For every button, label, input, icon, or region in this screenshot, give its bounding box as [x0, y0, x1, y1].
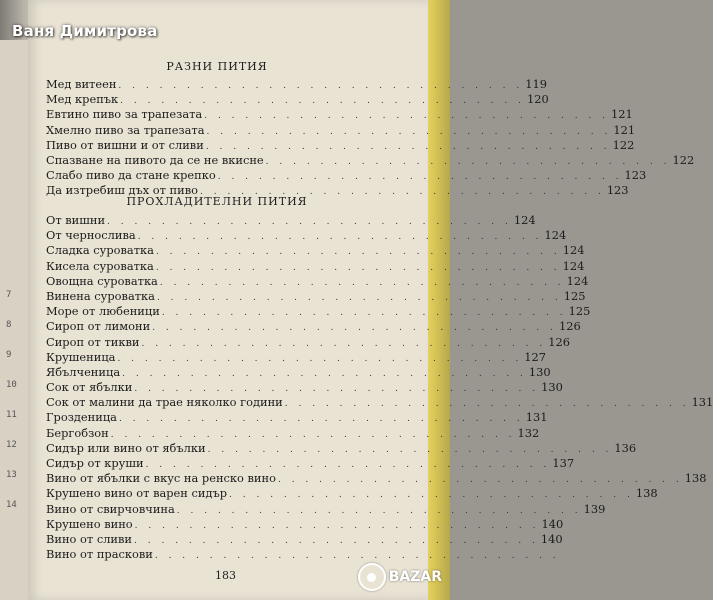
toc-entry-title: Пиво от вишни и от сливи: [46, 137, 204, 152]
dot-leader: . . . . . . . . . . . . . . . . . . . . . . . . . . . . . .: [156, 292, 562, 303]
dot-leader: . . . . . . . . . . . . . . . . . . . . . . . . . . . . . .: [200, 187, 605, 198]
toc-entry-title: Евтино пиво за трапезата: [46, 107, 203, 122]
toc-entry: [46, 531, 563, 547]
toc-entry-page: 125: [563, 288, 586, 303]
toc-entry-page: 131: [525, 410, 548, 425]
toc-entry: [46, 410, 548, 425]
toc-entry-page: 124: [513, 213, 536, 227]
toc-entry-page: 130: [528, 364, 551, 379]
toc-entry-page: 119: [525, 77, 547, 91]
dot-leader: . . . . . . . . . . . . . . . . . . . . . . . . . . . . . .: [145, 460, 551, 470]
dot-leader: . . . . . . . . . . . . . . . . . . . . . . . . . . . . . .: [134, 384, 540, 395]
dot-leader: . . . . . . . . . . . . . . . . . . . . . . . . . . . . . .: [137, 232, 543, 243]
toc-entry-page: 122: [672, 152, 695, 167]
dot-leader: . . . . . . . . . . . . . . . . . . . . . . . . . . . . . .: [217, 172, 623, 183]
toc-entry-title: Бергобзон: [46, 425, 109, 440]
toc-entry: [46, 486, 658, 501]
toc-entry-title: Сладка суроватка: [46, 243, 154, 258]
toc-entry-page: 124: [562, 258, 585, 273]
toc-entry-page: 138: [635, 486, 658, 501]
facing-page-marker: 13: [6, 470, 17, 480]
toc-entry-title: Грозденица: [46, 410, 117, 425]
toc-entry-title: Вино от сливи: [46, 531, 133, 546]
toc-entry-page: 121: [611, 107, 633, 122]
dot-leader: . . . . . . . . . . . . . . . . . . . . . . . . . . . . . .: [229, 490, 634, 501]
toc-entry-page: 125: [568, 304, 591, 319]
dot-leader: . . . . . . . . . . . . . . . . . . . . . . . . . . . . . .: [155, 262, 561, 273]
toc-entry: [46, 395, 713, 410]
toc-entry-title: Крушено вино: [46, 516, 133, 531]
facing-page-marker: 14: [6, 500, 17, 510]
seller-watermark: Ваня Димитрова: [12, 22, 158, 40]
page-number: 183: [215, 569, 236, 582]
bazar-logo: [358, 560, 442, 594]
dot-leader: . . . . . . . . . . . . . . . . . . . . . . . . . . . . . .: [120, 96, 525, 107]
toc-entry-page: 138: [684, 471, 707, 486]
bazar-logo-icon: [358, 563, 386, 591]
toc-entry-page: 124: [566, 273, 589, 288]
facing-page-marker: 11: [6, 410, 17, 420]
dot-leader: . . . . . . . . . . . . . . . . . . . . . . . . . . . . . .: [284, 399, 690, 410]
toc-entry-page: 122: [612, 137, 635, 152]
toc-entry-page: 121: [613, 122, 636, 137]
toc-entry-page: 131: [691, 395, 713, 410]
toc-entry: [46, 334, 571, 350]
toc-entry-title: Сидър от круши: [46, 456, 144, 470]
dot-leader: . . . . . . . . . . . . . . . . . . . . . . . . . . . . . .: [277, 475, 683, 486]
toc-entry-page: 123: [606, 183, 629, 198]
dot-leader: . . . . . . . . . . . . . . . . . . . . . . . . . . . . . .: [265, 156, 671, 167]
toc-entry-page: 136: [614, 440, 637, 455]
toc-entry-title: Вино от ябълки с вкус на ренско вино: [46, 471, 276, 486]
dot-leader: . . . . . . . . . . . . . . . . . . . . . . . . . . . . . .: [107, 217, 512, 227]
toc-entry-title: От чернослива: [46, 228, 136, 243]
toc-entry-title: Сок от малини да трае няколко години: [46, 395, 283, 410]
toc-section-refreshing-drinks: [46, 213, 713, 562]
toc-entry-page: 140: [540, 531, 563, 546]
toc-entry-title: Ябълченица: [46, 364, 121, 379]
toc-entry-title: Море от любеници: [46, 304, 160, 319]
dot-leader: . . . . . . . . . . . . . . . . . . . . . . . . . . . . . .: [134, 535, 539, 546]
toc-entry-title: Овощна суроватка: [46, 273, 158, 288]
toc-entry: [46, 137, 635, 153]
bazar-logo-text: BAZAR: [388, 569, 442, 585]
toc-entry: [46, 501, 606, 517]
facing-page-marker: 9: [6, 350, 12, 360]
toc-entry-page: 124: [544, 228, 567, 243]
toc-entry: [46, 168, 647, 183]
toc-entry: [46, 364, 551, 380]
toc-entry: [46, 425, 540, 441]
dot-leader: . . . . . . . . . . . . . . . . . . . . . . . . . . . . . .: [154, 551, 560, 562]
toc-entry-page: 124: [562, 243, 585, 258]
toc-entry-title: Спазване на пивото да се не вкисне: [46, 152, 264, 167]
toc-entry-page: 126: [548, 334, 571, 349]
toc-entry: [46, 319, 581, 334]
toc-entry-page: 137: [552, 456, 575, 470]
toc-entry-title: Мед крепък: [46, 92, 119, 107]
toc-entry: [46, 152, 695, 168]
toc-entry-title: Крушено вино от варен сидър: [46, 486, 228, 501]
dot-leader: . . . . . . . . . . . . . . . . . . . . . . . . . . . . . .: [159, 277, 565, 288]
toc-entry-title: Мед витеен: [46, 77, 117, 91]
toc-entry-title: Сироп от лимони: [46, 319, 151, 334]
toc-entry: [46, 288, 586, 304]
toc-entry-title: Сок от ябълки: [46, 380, 133, 395]
toc-entry-title: Кисела суроватка: [46, 258, 154, 273]
toc-entry-title: Хмелно пиво за трапезата: [46, 122, 205, 137]
toc-entry: [46, 92, 549, 107]
toc-entry-title: Вино от свирчовчина: [46, 501, 175, 516]
toc-entry-title: Сидър или вино от ябълки: [46, 440, 206, 455]
toc-entry: [46, 258, 585, 274]
toc-entry-page: 120: [526, 92, 549, 107]
toc-entry-title: От вишни: [46, 213, 106, 227]
facing-page-marker: 8: [6, 320, 12, 330]
toc-entry: [46, 471, 707, 486]
dot-leader: . . . . . . . . . . . . . . . . . . . . . . . . . . . . . .: [110, 429, 516, 440]
toc-entry-page: 126: [558, 319, 581, 334]
toc-entry: [46, 349, 546, 365]
dot-leader: . . . . . . . . . . . . . . . . . . . . . . . . . . . . . .: [161, 308, 567, 319]
toc-entry: [46, 304, 591, 319]
dot-leader: . . . . . . . . . . . . . . . . . . . . . . . . . . . . . .: [206, 126, 612, 137]
toc-entry: [46, 380, 563, 395]
dot-leader: . . . . . . . . . . . . . . . . . . . . . . . . . . . . . .: [117, 353, 523, 364]
toc-entry-title: Винена суроватка: [46, 288, 155, 303]
toc-entry: [46, 77, 547, 92]
toc-entry: [46, 440, 637, 456]
toc-entry-page: 140: [541, 516, 564, 531]
toc-entry-page: 127: [524, 349, 546, 364]
toc-entry-title: Крушеница: [46, 349, 116, 364]
toc-entry-title: Слабо пиво да стане крепко: [46, 168, 216, 183]
facing-page-marker: 12: [6, 440, 17, 450]
dot-leader: . . . . . . . . . . . . . . . . . . . . . . . . . . . . . .: [118, 414, 524, 425]
dot-leader: . . . . . . . . . . . . . . . . . . . . . . . . . . . . . .: [152, 323, 557, 334]
toc-entry-page: 123: [624, 168, 647, 183]
dot-leader: . . . . . . . . . . . . . . . . . . . . . . . . . . . . . .: [204, 111, 610, 122]
dot-leader: . . . . . . . . . . . . . . . . . . . . . . . . . . . . . .: [122, 368, 527, 379]
facing-page-edge: [0, 40, 30, 600]
dot-leader: . . . . . . . . . . . . . . . . . . . . . . . . . . . . . .: [155, 247, 561, 258]
toc-entry: [46, 456, 575, 471]
dot-leader: . . . . . . . . . . . . . . . . . . . . . . . . . . . . . .: [205, 141, 611, 152]
facing-page-marker: 10: [6, 380, 17, 390]
section-title-refreshing-drinks: ПРОХЛАДИТЕЛНИ ПИТИЯ: [126, 195, 308, 208]
toc-entry: [46, 273, 589, 289]
toc-section-misc-drinks: [46, 77, 695, 199]
toc-entry-page: 130: [541, 380, 563, 395]
toc-entry-page: 139: [583, 501, 606, 516]
toc-entry: [46, 243, 585, 258]
toc-entry: [46, 516, 564, 532]
toc-entry-title: Вино от праскови: [46, 547, 153, 562]
toc-entry: [46, 107, 633, 122]
dot-leader: . . . . . . . . . . . . . . . . . . . . . . . . . . . . . .: [141, 338, 547, 349]
toc-entry-page: 132: [517, 425, 540, 440]
section-title-misc-drinks: РАЗНИ ПИТИЯ: [166, 60, 268, 73]
toc-entry: [46, 228, 567, 243]
dot-leader: . . . . . . . . . . . . . . . . . . . . . . . . . . . . . .: [207, 444, 613, 455]
facing-page-marker: 7: [6, 290, 12, 300]
toc-entry-title: Сироп от тикви: [46, 334, 140, 349]
toc-entry: [46, 213, 536, 228]
dot-leader: . . . . . . . . . . . . . . . . . . . . . . . . . . . . . .: [134, 520, 540, 531]
toc-entry-title: Да изтребиш дъх от пиво: [46, 183, 199, 198]
toc-entry: [46, 122, 636, 138]
dot-leader: . . . . . . . . . . . . . . . . . . . . . . . . . . . . . .: [118, 81, 524, 91]
dot-leader: . . . . . . . . . . . . . . . . . . . . . . . . . . . . . .: [176, 505, 582, 516]
toc-entry: [46, 547, 560, 562]
